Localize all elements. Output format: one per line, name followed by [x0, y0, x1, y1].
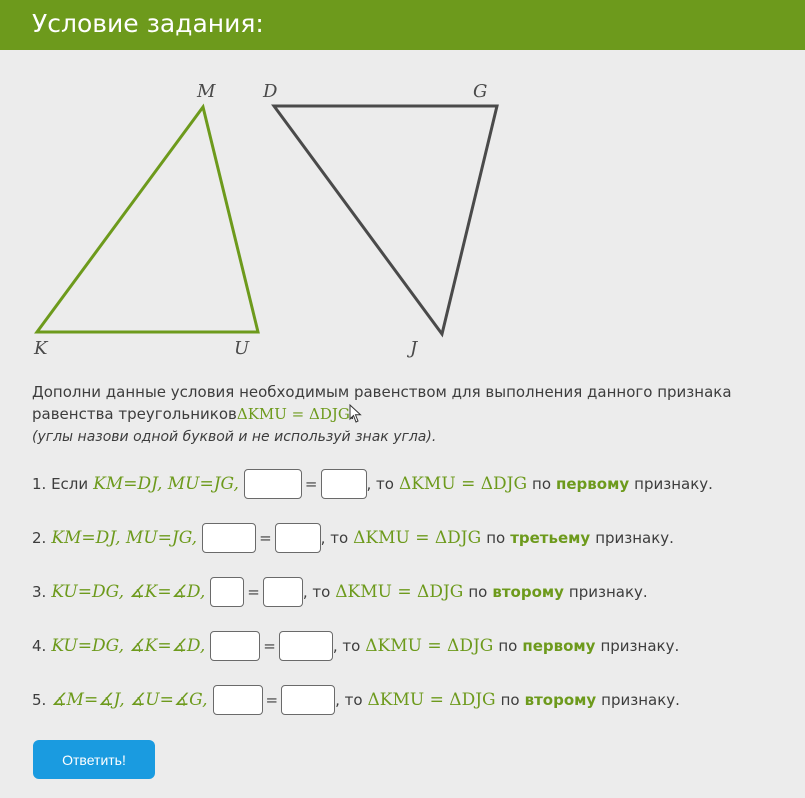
row-suffix: признаку.	[601, 691, 680, 709]
row-then: , то	[335, 691, 363, 709]
answer-input-5a[interactable]	[213, 685, 263, 715]
vertex-label-j: J	[410, 338, 418, 359]
answer-input-3a[interactable]	[210, 577, 244, 607]
row-suffix: признаку.	[595, 529, 674, 547]
row-prefix: 1. Если	[32, 475, 89, 493]
row-prefix: 5.	[32, 691, 47, 709]
row-given: KM=DJ, MU=JG,	[93, 474, 239, 494]
row-suffix: признаку.	[600, 637, 680, 655]
task-formula: ΔKMU = ΔDJG	[236, 405, 350, 423]
task-hint: (углы назови одной буквой и не используй знак угла).	[32, 429, 437, 445]
row-given: KU=DG, ∡K=∡D,	[51, 582, 206, 602]
row-po: по	[486, 529, 506, 547]
answer-input-4a[interactable]	[210, 631, 260, 661]
row-then: , то	[366, 475, 394, 493]
condition-row-5	[32, 684, 680, 716]
row-po: по	[498, 637, 518, 655]
row-sign: второму	[492, 583, 564, 601]
condition-row-4	[32, 630, 679, 662]
condition-row-2	[32, 522, 674, 554]
row-then: , то	[332, 637, 361, 655]
row-sign: второму	[524, 691, 597, 709]
submit-button[interactable]: Ответить!	[33, 740, 155, 779]
equals-sign: =	[247, 583, 260, 601]
answer-input-2a[interactable]	[202, 523, 256, 553]
vertex-label-k: K	[34, 338, 48, 359]
triangle-kmu	[37, 107, 258, 332]
row-po: по	[532, 475, 552, 493]
row-conclusion: ΔKMU = ΔDJG	[335, 582, 464, 602]
row-suffix: признаку.	[634, 475, 713, 493]
answer-input-3b[interactable]	[263, 577, 303, 607]
row-sign: первому	[522, 637, 596, 655]
condition-row-1	[32, 468, 713, 500]
row-prefix: 2.	[32, 529, 47, 547]
equals-sign: =	[304, 475, 318, 493]
header-title: Условие задания:	[32, 9, 264, 38]
triangles-figure	[0, 0, 805, 370]
triangle-dgj	[274, 106, 497, 334]
row-then: , то	[320, 529, 349, 547]
row-conclusion: ΔKMU = ΔDJG	[367, 690, 496, 710]
condition-row-3	[32, 576, 648, 608]
row-then: , то	[302, 583, 331, 601]
row-prefix: 4.	[32, 637, 47, 655]
vertex-label-u: U	[234, 338, 250, 359]
answer-input-5b[interactable]	[281, 685, 335, 715]
task-intro: Дополни данные условия необходимым равенством для выполнения данного признака равенства треугольников	[32, 383, 732, 423]
row-given: KU=DG, ∡K=∡D,	[51, 636, 206, 656]
row-conclusion: ΔKMU = ΔDJG	[353, 528, 482, 548]
row-po: по	[500, 691, 520, 709]
mouse-cursor-icon	[349, 404, 363, 424]
row-suffix: признаку.	[568, 583, 648, 601]
row-given: KM=DJ, MU=JG,	[51, 528, 198, 548]
vertex-label-g: G	[473, 81, 488, 102]
equals-sign: =	[263, 637, 276, 655]
row-conclusion: ΔKMU = ΔDJG	[365, 636, 494, 656]
equals-sign: =	[259, 529, 272, 547]
row-sign: третьему	[510, 529, 591, 547]
row-conclusion: ΔKMU = ΔDJG	[398, 474, 528, 494]
task-description	[32, 381, 802, 448]
row-sign: первому	[556, 475, 630, 493]
answer-input-2b[interactable]	[275, 523, 321, 553]
answer-input-1a[interactable]	[244, 469, 302, 499]
answer-input-4b[interactable]	[279, 631, 333, 661]
row-po: по	[468, 583, 488, 601]
row-given: ∡M=∡J, ∡U=∡G,	[51, 690, 208, 710]
answer-input-1b[interactable]	[321, 469, 367, 499]
vertex-label-d: D	[263, 81, 278, 102]
equals-sign: =	[265, 691, 279, 709]
vertex-label-m: M	[197, 81, 216, 102]
row-prefix: 3.	[32, 583, 47, 601]
